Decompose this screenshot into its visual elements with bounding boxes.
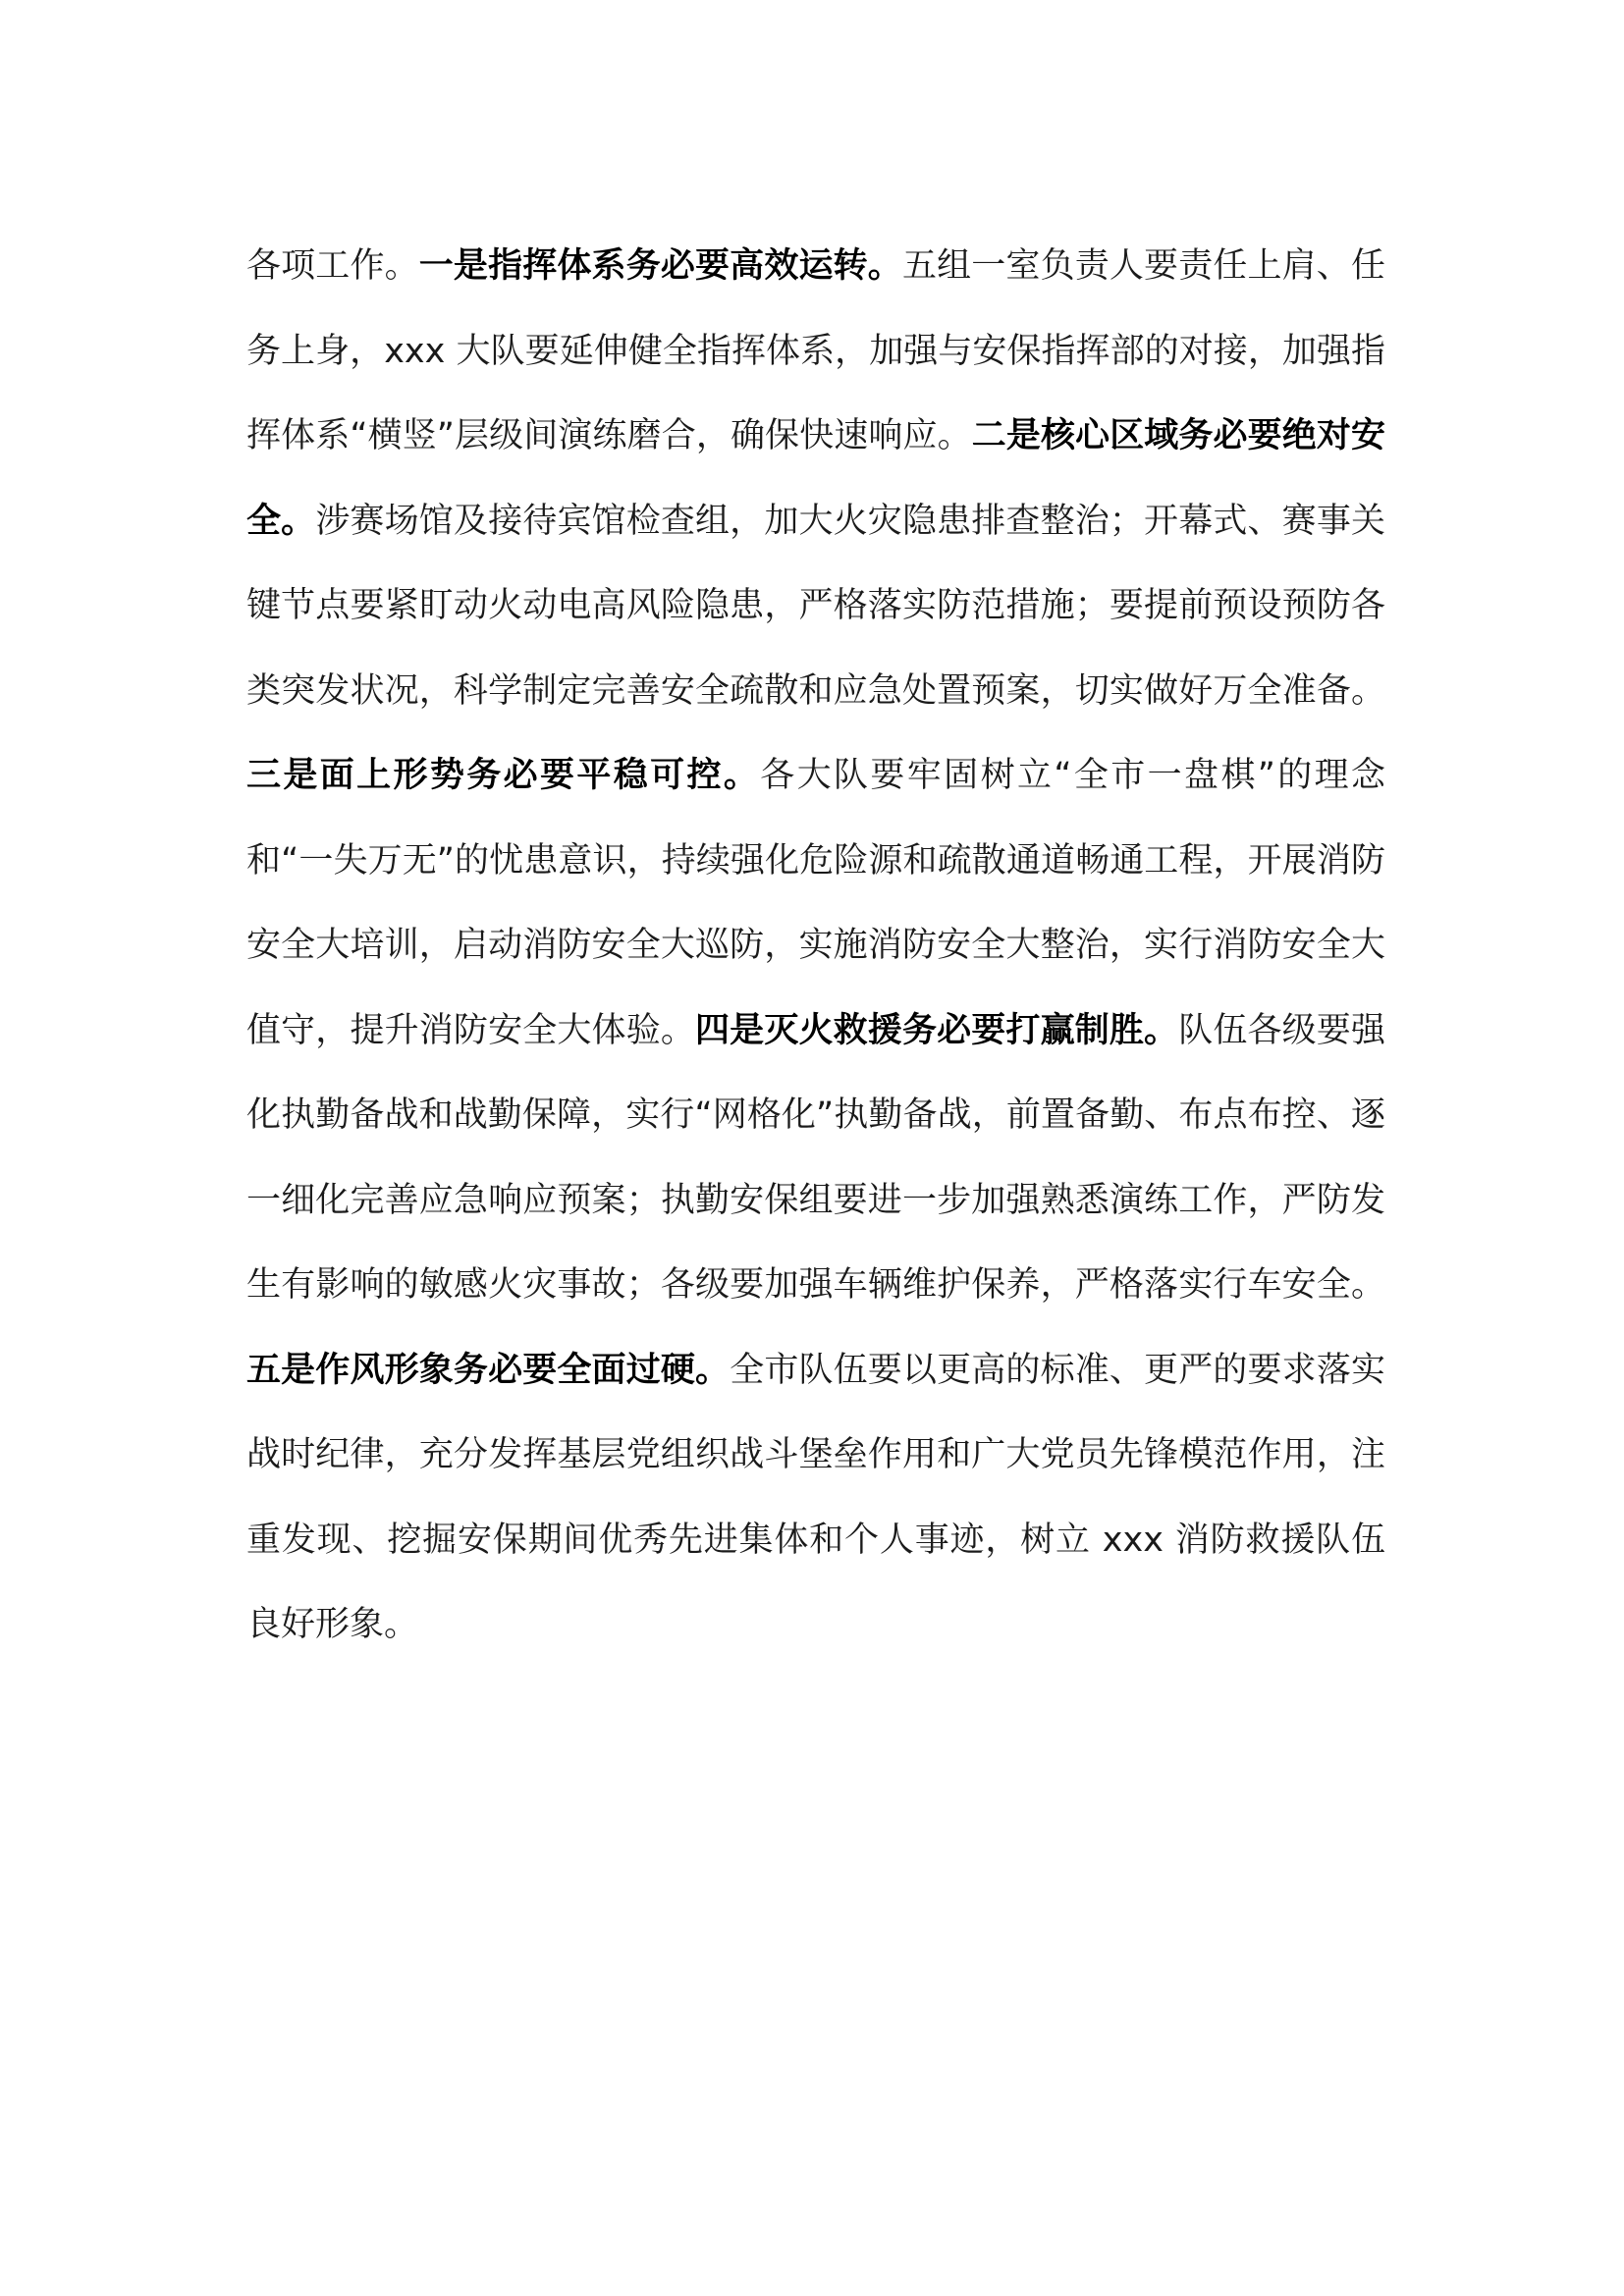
bold-heading-5: 五是作风形象务必要全面过硬。 — [246, 1350, 731, 1390]
bold-heading-2: 二是核心区域务必要绝对安全。 — [246, 416, 1385, 541]
text-run: 全市队伍要以更高的标准、更严的要求落实战时纪律，充分发挥基层党组织战斗堡垒作用和广大党员先锋模范作用，注重发现、挖掘安保期间优秀先进集体和个人事迹，树立 xxx 消防救援队伍良好形象。 — [246, 1350, 1385, 1644]
bold-heading-1: 一是指挥体系务必要高效运转。 — [418, 246, 902, 286]
text-run: 涉赛场馆及接待宾馆检查组，加大火灾隐患排查整治；开幕式、赛事关键节点要紧盯动火动电高风险隐患，严格落实防范措施；要提前预设预防各类突发状况，科学制定完善安全疏散和应急处置预案，切实做好万全准备。 — [246, 501, 1385, 711]
text-run: 队伍各级要强化执勤备战和战勤保障，实行“网格化”执勤备战，前置备勤、布点布控、逐一细化完善应急响应预案；执勤安保组要进一步加强熟悉演练工作，严防发生有影响的敏感火灾事故；各级要加强车辆维护保养，严格落实行车安全。 — [246, 1010, 1385, 1305]
text-run: 各大队要牢固树立“全市一盘棋”的理念和“一失万无”的忧患意识，持续强化危险源和疏散通道畅通工程，开展消防安全大培训，启动消防安全大巡防，实施消防安全大整治，实行消防安全大值守，提升消防安全大体验。 — [246, 756, 1385, 1050]
bold-heading-3: 三是面上形势务必要平稳可控。 — [246, 756, 761, 795]
body-paragraph — [246, 224, 1385, 1668]
text-run: 各项工作。 — [246, 246, 419, 286]
bold-heading-4: 四是灭火救援务必要打赢制胜。 — [695, 1010, 1179, 1050]
text-run: 五组一室负责人要责任上肩、任务上身，xxx 大队要延伸健全指挥体系，加强与安保指挥部的对接，加强指挥体系“横竖”层级间演练磨合，确保快速响应。 — [246, 246, 1385, 455]
